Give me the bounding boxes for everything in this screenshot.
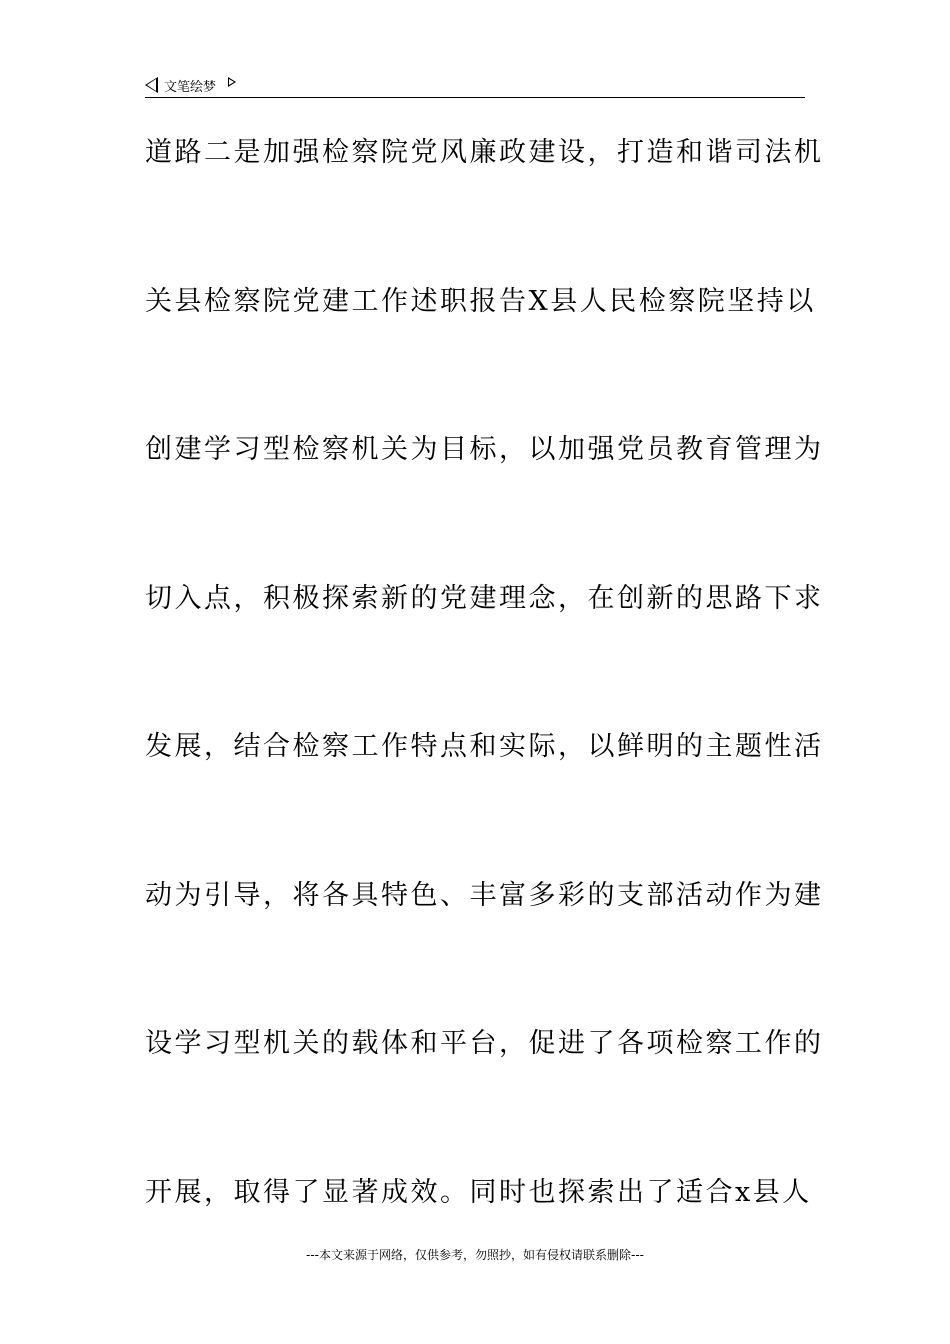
footer-disclaimer: ---本文来源于网络，仅供参考，勿照抄，如有侵权请联系删除--- [306,1248,644,1262]
body-line: 切入点，积极探索新的党建理念，在创新的思路下求 [145,582,824,614]
body-line: 开展，取得了显著成效。同时也探索出了适合x县人 [145,1176,812,1208]
triangle-right-icon [228,77,236,87]
body-line: 关县检察院党建工作述职报告X县人民检察院坚持以 [145,285,816,317]
body-line: 动为引导，将各具特色、丰富多彩的支部活动作为建 [145,879,824,911]
document-header [145,74,236,96]
triangle-left-icon [145,77,158,93]
body-line: 创建学习型检察机关为目标，以加强党员教育管理为 [145,434,824,465]
body-line: 设学习型机关的载体和平台，促进了各项检察工作的 [145,1028,824,1059]
body-line: 道路二是加强检察院党风廉政建设，打造和谐司法机 [145,137,824,168]
header-divider [145,97,805,98]
document-body [145,128,824,1316]
body-line: 发展，结合检察工作特点和实际，以鲜明的主题性活 [145,731,824,762]
header-brand: 文笔绘梦 [164,79,217,95]
